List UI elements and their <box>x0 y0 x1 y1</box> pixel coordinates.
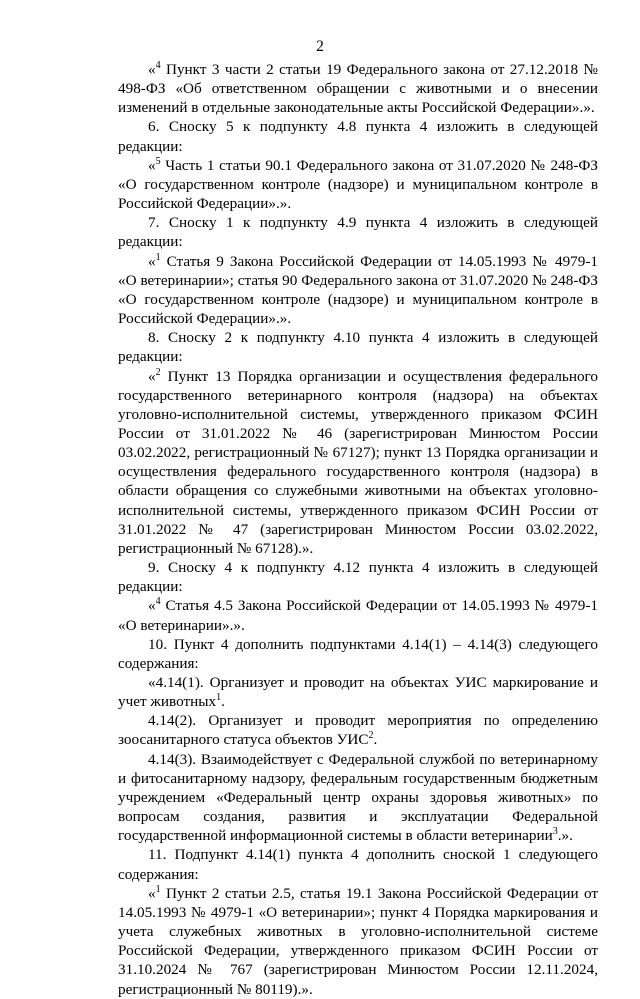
paragraph-item-8: 8. Сноску 2 к подпункту 4.10 пункта 4 изложить в следующей редакции: <box>118 329 598 366</box>
paragraph-footnote-1-text: «$^1$ Статья 9 Закона Российской Федерации от 14.05.1993 № 4979-1 «О ветеринарии»; статья 90 Федерального закона от 31.07.2020 № 248-ФЗ «О государственном контроле (надзоре) и муниципальном контроле в Российской Федерации».». <box>118 251 598 328</box>
paragraph-footnote-1-new-text: «$^1$ Пункт 2 статьи 2.5, статья 19.1 Закона Российской Федерации от 14.05.1993 № 4979-1 «О ветеринарии»; пункт 4 Порядка маркирования и учета служебных животных в уголовно-исполнительной системе Российской Федерации, утвержденного приказом ФСИН России от 31.10.2024 № 767 (зарегистрирован Минюстом России 12.11.2024, регистрационный № 80119).». <box>118 883 598 998</box>
paragraph-item-10: 10. Пункт 4 дополнить подпунктами 4.14(1) – 4.14(3) следующего содержания: <box>118 635 598 672</box>
paragraph-subitem-4-14-3: 4.14(3). Взаимодействует с Федеральной службой по ветеринарному и фитосанитарному надзору, федеральным государственным бюджетным учреждением «Федеральный центр охраны здоровья животных» по вопросам создания, развития и эксплуатации Федеральной государственной информационной системы в области ветеринарии$^3$.». <box>118 750 598 845</box>
footnote-mark: 1 <box>155 883 161 895</box>
paragraph-footnote-4-new-text: «$^4$ Статья 4.5 Закона Российской Федерации от 14.05.1993 № 4979-1 «О ветеринарии».». <box>118 596 598 634</box>
paragraph-item-9: 9. Сноску 4 к подпункту 4.12 пункта 4 изложить в следующей редакции: <box>118 559 598 596</box>
footnote-mark: 1 <box>155 251 161 263</box>
paragraph-footnote-2-text: «$^2$ Пункт 13 Порядка организации и осуществления федерального государственного ветеринарного контроля (надзора) на объектах уголовно-исполнительной системы, утвержденного приказом ФСИН России от 31.01.2022 № 46 (зарегистрирован Минюстом России 03.02.2022, регистрационный № 67127); пункт 13 Порядка организации и осуществления федерального государственного контроля (надзора) в области обращения со служебными животными на объектах уголовно-исполнительной системы, утвержденного приказом ФСИН России от 31.01.2022 № 47 (зарегистрирован Минюстом России 03.02.2022, регистрационный № 67128).». <box>118 366 598 557</box>
footnote-mark: 5 <box>155 155 161 167</box>
paragraph-item-7: 7. Сноску 1 к подпункту 4.9 пункта 4 изложить в следующей редакции: <box>118 214 598 251</box>
paragraph-footnote-5-text: «$^5$ Часть 1 статьи 90.1 Федерального закона от 31.07.2020 № 248-ФЗ «О государственном контроле (надзоре) и муниципальном контроле в Российской Федерации».». <box>118 155 598 213</box>
paragraph-item-11: 11. Подпункт 4.14(1) пункта 4 дополнить сноской 1 следующего содержания: <box>118 846 598 883</box>
paragraph-subitem-4-14-2: 4.14(2). Организует и проводит мероприятия по определению зоосанитарного статуса объектов УИС$^2$. <box>118 712 598 749</box>
footnote-mark: 1 <box>216 692 222 704</box>
footnote-mark: 3 <box>552 826 558 838</box>
footnote-mark: 4 <box>155 596 161 608</box>
footnote-mark: 4 <box>155 60 161 71</box>
document-body <box>118 60 598 999</box>
footnote-mark: 2 <box>368 730 374 742</box>
page-number: 2 <box>316 38 324 55</box>
footnote-mark: 2 <box>155 366 161 378</box>
paragraph-footnote-4-text: «$^4$ Пункт 3 части 2 статьи 19 Федерального закона от 27.12.2018 № 498-ФЗ «Об ответственном обращении с животными и о внесении изменений в отдельные законодательные акты Российской Федерации».». <box>118 60 598 117</box>
paragraph-item-6: 6. Сноску 5 к подпункту 4.8 пункта 4 изложить в следующей редакции: <box>118 118 598 155</box>
paragraph-subitem-4-14-1: «4.14(1). Организует и проводит на объектах УИС маркирование и учет животных$^1$. <box>118 674 598 711</box>
